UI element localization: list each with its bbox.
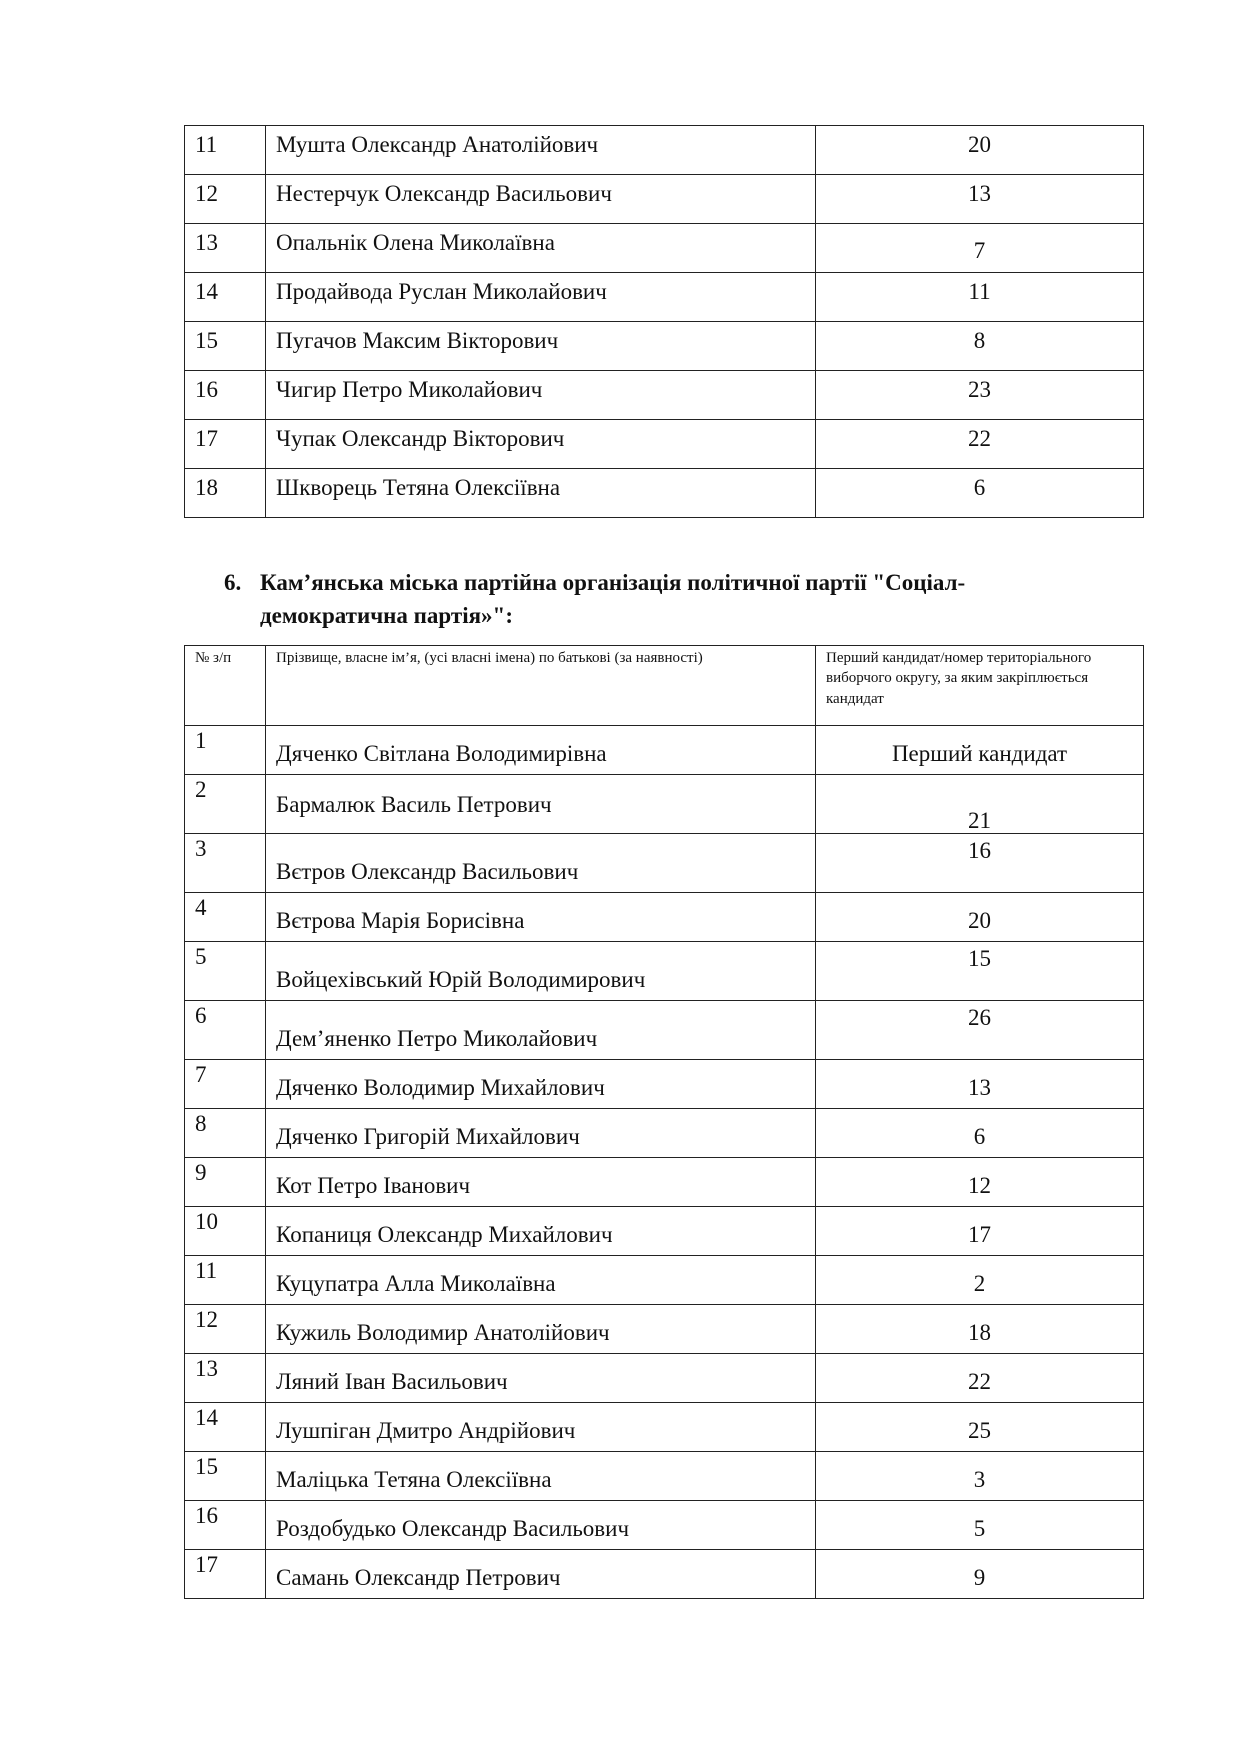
district-number: 5	[816, 1501, 1144, 1550]
row-number: 6	[185, 1001, 266, 1060]
district-number: 18	[816, 1305, 1144, 1354]
district-number: 3	[816, 1452, 1144, 1501]
table-row	[185, 1550, 1144, 1599]
row-number: 14	[185, 273, 266, 322]
table-row	[185, 322, 1144, 371]
district-number: 21	[816, 775, 1144, 834]
header-name: Прізвище, власне ім’я, (усі власні імена) по батькові (за наявності)	[266, 646, 816, 726]
table-row	[185, 726, 1144, 775]
table-row	[185, 1354, 1144, 1403]
header-number: № з/п	[185, 646, 266, 726]
table-row	[185, 1452, 1144, 1501]
candidate-name: Маліцька Тетяна Олексіївна	[266, 1452, 816, 1501]
candidate-name: Дяченко Григорій Михайлович	[266, 1109, 816, 1158]
row-number: 1	[185, 726, 266, 775]
table-row	[185, 1158, 1144, 1207]
table-row	[185, 175, 1144, 224]
section-heading	[224, 566, 1124, 633]
row-number: 8	[185, 1109, 266, 1158]
table-row	[185, 1501, 1144, 1550]
table-row	[185, 893, 1144, 942]
candidate-name: Роздобудько Олександр Васильович	[266, 1501, 816, 1550]
table-row	[185, 1109, 1144, 1158]
district-number: 8	[816, 322, 1144, 371]
district-number: 12	[816, 1158, 1144, 1207]
district-number: 2	[816, 1256, 1144, 1305]
candidate-name: Вєтрова Марія Борисівна	[266, 893, 816, 942]
candidate-name: Мушта Олександр Анатолійович	[266, 126, 816, 175]
row-number: 5	[185, 942, 266, 1001]
row-number: 11	[185, 1256, 266, 1305]
candidate-name: Пугачов Максим Вікторович	[266, 322, 816, 371]
district-number: 7	[816, 224, 1144, 273]
candidate-name: Ляний Іван Васильович	[266, 1354, 816, 1403]
district-number: 16	[816, 834, 1144, 893]
table-row	[185, 942, 1144, 1001]
row-number: 17	[185, 1550, 266, 1599]
table-row	[185, 126, 1144, 175]
district-number: 6	[816, 469, 1144, 518]
table-row	[185, 1060, 1144, 1109]
candidate-name: Войцехівський Юрій Володимирович	[266, 942, 816, 1001]
table-row	[185, 1305, 1144, 1354]
district-number: 15	[816, 942, 1144, 1001]
district-number: 6	[816, 1109, 1144, 1158]
table-row	[185, 1403, 1144, 1452]
section-title-line2: демократична партія»":	[260, 603, 513, 629]
candidate-name: Чигир Петро Миколайович	[266, 371, 816, 420]
candidate-name: Кот Петро Іванович	[266, 1158, 816, 1207]
table-row	[185, 1207, 1144, 1256]
row-number: 10	[185, 1207, 266, 1256]
candidate-name: Лушпіган Дмитро Андрійович	[266, 1403, 816, 1452]
row-number: 13	[185, 1354, 266, 1403]
table-row	[185, 834, 1144, 893]
candidate-name: Шкворець Тетяна Олексіївна	[266, 469, 816, 518]
candidate-name: Дяченко Світлана Володимирівна	[266, 726, 816, 775]
candidate-name: Куцупатра Алла Миколаївна	[266, 1256, 816, 1305]
district-number: 25	[816, 1403, 1144, 1452]
row-number: 17	[185, 420, 266, 469]
section-number: 6.	[224, 570, 242, 595]
row-number: 13	[185, 224, 266, 273]
row-number: 16	[185, 371, 266, 420]
district-number: 20	[816, 126, 1144, 175]
row-number: 16	[185, 1501, 266, 1550]
row-number: 4	[185, 893, 266, 942]
table-row	[185, 469, 1144, 518]
row-number: 15	[185, 1452, 266, 1501]
row-number: 14	[185, 1403, 266, 1452]
district-number: 20	[816, 893, 1144, 942]
candidate-name: Опальнік Олена Миколаївна	[266, 224, 816, 273]
district-number: 22	[816, 420, 1144, 469]
table-row	[185, 1256, 1144, 1305]
candidate-name: Кужиль Володимир Анатолійович	[266, 1305, 816, 1354]
district-number: Перший кандидат	[816, 726, 1144, 775]
candidate-name: Копаниця Олександр Михайлович	[266, 1207, 816, 1256]
candidate-name: Продайвода Руслан Миколайович	[266, 273, 816, 322]
candidate-name: Нестерчук Олександр Васильович	[266, 175, 816, 224]
candidate-name: Дяченко Володимир Михайлович	[266, 1060, 816, 1109]
row-number: 12	[185, 1305, 266, 1354]
district-number: 9	[816, 1550, 1144, 1599]
candidates-table	[184, 645, 1144, 1599]
table-header-row	[185, 646, 1144, 726]
table-row	[185, 224, 1144, 273]
district-number: 11	[816, 273, 1144, 322]
row-number: 12	[185, 175, 266, 224]
table-row	[185, 775, 1144, 834]
candidate-name: Дем’яненко Петро Миколайович	[266, 1001, 816, 1060]
section-title-line1: Кам’янська міська партійна організація політичної партії "Соціал-	[260, 570, 966, 595]
row-number: 15	[185, 322, 266, 371]
header-district: Перший кандидат/номер територіального виборчого округу, за яким закріплюється кандидат	[816, 646, 1144, 726]
row-number: 9	[185, 1158, 266, 1207]
district-number: 22	[816, 1354, 1144, 1403]
candidate-name: Чупак Олександр Вікторович	[266, 420, 816, 469]
candidate-name: Бармалюк Василь Петрович	[266, 775, 816, 834]
district-number: 26	[816, 1001, 1144, 1060]
row-number: 7	[185, 1060, 266, 1109]
row-number: 3	[185, 834, 266, 893]
candidate-name: Вєтров Олександр Васильович	[266, 834, 816, 893]
district-number: 13	[816, 175, 1144, 224]
district-number: 17	[816, 1207, 1144, 1256]
table-row	[185, 273, 1144, 322]
district-number: 23	[816, 371, 1144, 420]
district-number: 13	[816, 1060, 1144, 1109]
table-row	[185, 420, 1144, 469]
candidate-name: Самань Олександр Петрович	[266, 1550, 816, 1599]
row-number: 18	[185, 469, 266, 518]
row-number: 11	[185, 126, 266, 175]
table-row	[185, 371, 1144, 420]
row-number: 2	[185, 775, 266, 834]
table-row	[185, 1001, 1144, 1060]
candidates-table-continued	[184, 125, 1144, 518]
